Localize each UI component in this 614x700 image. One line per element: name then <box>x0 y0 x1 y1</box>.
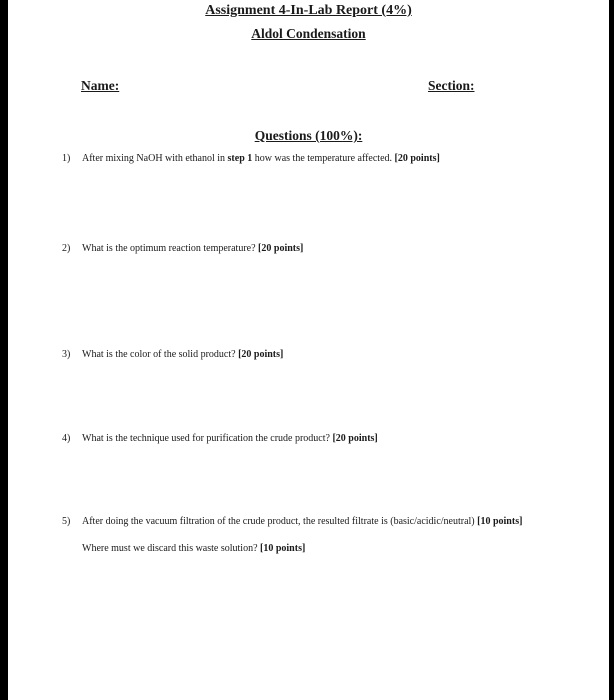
question-points: [20 points] <box>394 153 440 164</box>
document-page <box>8 0 609 700</box>
question-text: After doing the vacuum filtration of the crude product, the resulted filtrate is (basic/acidic/neutral) <box>82 516 478 527</box>
question-5 <box>62 516 522 527</box>
question-number: 4) <box>62 433 71 444</box>
question-number: 1) <box>62 153 71 164</box>
subquestion-text: Where must we discard this waste solution? <box>82 543 261 554</box>
document-subtitle: Aldol Condensation <box>251 26 366 41</box>
question-points: [10 points] <box>477 516 523 527</box>
subquestion-points: [10 points] <box>260 543 306 554</box>
question-text: What is the optimum reaction temperature? <box>82 243 259 254</box>
question-2 <box>62 243 303 254</box>
right-page-border <box>609 0 614 700</box>
questions-heading: Questions (100%): <box>254 128 363 143</box>
left-page-border <box>0 0 8 700</box>
name-label: Name: <box>81 78 120 93</box>
question-3 <box>62 349 283 360</box>
question-number: 3) <box>62 349 71 360</box>
question-emphasis: step 1 <box>227 153 253 164</box>
question-points: [20 points] <box>332 433 378 444</box>
question-1 <box>62 153 440 164</box>
question-number: 5) <box>62 516 71 527</box>
question-text: After mixing NaOH with ethanol in <box>82 153 228 164</box>
question-4 <box>62 433 378 444</box>
question-points: [20 points] <box>258 243 304 254</box>
question-points: [20 points] <box>238 349 284 360</box>
question-number: 2) <box>62 243 71 254</box>
section-label: Section: <box>428 78 475 93</box>
document-title: Assignment 4-In-Lab Report (4%) <box>205 3 412 18</box>
question-text: What is the color of the solid product? <box>82 349 239 360</box>
question-text-continued: how was the temperature affected. <box>252 153 395 164</box>
question-text: What is the technique used for purification the crude product? <box>82 433 333 444</box>
question-5-subquestion <box>82 543 305 554</box>
